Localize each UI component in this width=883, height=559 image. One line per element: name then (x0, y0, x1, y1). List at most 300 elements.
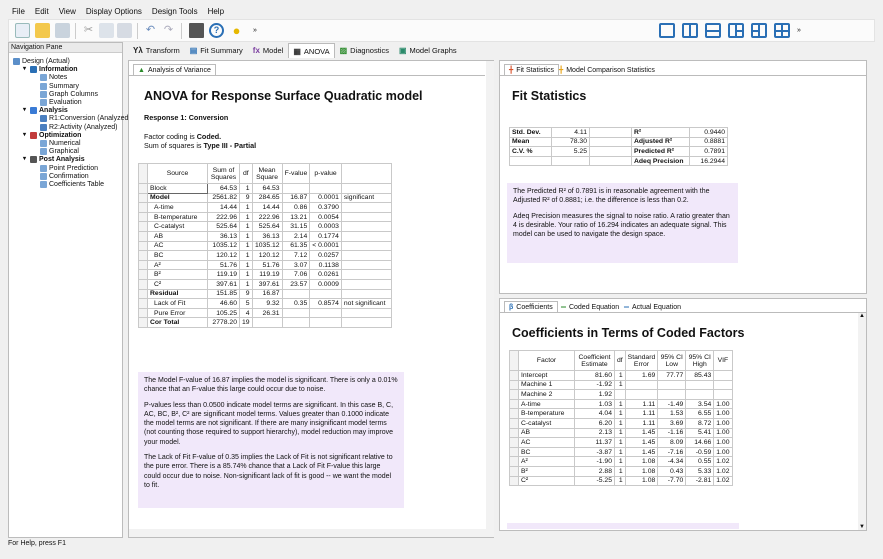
source-cell: B² (148, 270, 208, 280)
value-cell: 0.55 (686, 457, 714, 467)
confirmation-icon (40, 173, 47, 180)
column-header: p-value (310, 164, 342, 184)
column-header: df (615, 351, 626, 371)
value-cell: -2.81 (686, 476, 714, 486)
factor-cell: C² (519, 476, 575, 486)
table-row (510, 156, 728, 166)
nav-item-label: Evaluation (49, 99, 82, 106)
nav-item-label: Numerical (49, 140, 81, 147)
value-cell: 9 (240, 193, 253, 203)
table-row (510, 476, 733, 486)
table-row (510, 428, 733, 438)
value-cell: 1 (615, 409, 626, 419)
nav-item-label: Summary (49, 82, 79, 90)
value-cell: 5.41 (686, 428, 714, 438)
factor-cell: AC (519, 438, 575, 448)
interpretation-paragraph: The Predicted R² of 0.7891 is in reasonable agreement with the Adjusted R² of 0.8881; i.e. the difference is less than 0.2. (513, 188, 710, 205)
tab-label: Coded Equation (568, 303, 620, 311)
post-analysis-icon (30, 156, 37, 163)
value-cell: 1 (615, 428, 626, 438)
value-cell: 119.19 (208, 270, 240, 280)
row-gutter (510, 476, 519, 486)
value-cell: 1 (240, 203, 253, 213)
column-header: 95% CI Low (658, 351, 686, 371)
scroll-down-icon[interactable]: ▼ (859, 524, 865, 530)
source-cell: Residual (148, 289, 208, 299)
table-row (510, 409, 733, 419)
tab-label: Actual Equation (631, 303, 682, 311)
table-header-row (139, 164, 392, 184)
value-cell (310, 318, 342, 328)
table-row (139, 289, 392, 299)
value-cell (282, 308, 310, 318)
table-row (139, 231, 392, 241)
tree-connector-icon: ▾ (23, 107, 27, 114)
response-icon (40, 115, 47, 122)
layout-two-column-icon[interactable] (682, 23, 698, 38)
value-cell: 1035.12 (252, 241, 282, 251)
row-gutter (139, 193, 148, 203)
value-cell: 51.76 (208, 260, 240, 270)
factor-coding-text (144, 132, 221, 141)
layout-four-pane-icon[interactable] (774, 23, 790, 38)
value-cell (341, 241, 391, 251)
nav-item-label: Graphical (49, 148, 79, 156)
statistic-label: Std. Dev. (510, 128, 552, 138)
value-cell: 1.45 (625, 438, 658, 448)
value-cell: -0.59 (686, 447, 714, 457)
tab-actual-equation[interactable] (619, 301, 686, 312)
value-cell: 1 (615, 380, 626, 390)
value-cell: 0.8574 (310, 299, 342, 309)
value-cell: 2.88 (575, 466, 615, 476)
value-cell: 1.00 (714, 418, 732, 428)
column-header: Sum of Squares (208, 164, 240, 184)
interpretation-paragraph: Adeq Precision measures the signal to noise ratio. A ratio greater than 4 is desirable. Your ratio of 16.294 indicates an adequate signal. This model can be used to navigate the design space. (513, 212, 730, 239)
column-header: df (240, 164, 253, 184)
tree-connector-icon: ▾ (23, 156, 27, 163)
lightbulb-icon[interactable]: ● (232, 23, 241, 38)
column-header: 95% CI High (686, 351, 714, 371)
undo-icon[interactable]: ↶ (145, 24, 156, 36)
table-row (139, 299, 392, 309)
table-row (139, 279, 392, 289)
nav-item-label: Notes (49, 74, 68, 82)
summary-icon (40, 83, 47, 90)
value-cell: 1.11 (625, 399, 658, 409)
layout-three-pane-alt-icon[interactable] (751, 23, 767, 38)
value-cell: 4.04 (575, 409, 615, 419)
scroll-up-icon[interactable]: ▲ (859, 313, 865, 319)
value-cell: 1.00 (714, 428, 732, 438)
table-row (139, 270, 392, 280)
value-cell: 525.64 (208, 222, 240, 232)
value-cell: -5.25 (575, 476, 615, 486)
tab-fit-summary[interactable] (185, 43, 248, 58)
value-cell: 1 (615, 371, 626, 381)
tab-analysis-of-variance[interactable] (133, 64, 216, 75)
column-header: Coefficient Estimate (575, 351, 615, 371)
value-cell: 222.96 (208, 212, 240, 222)
value-cell: 397.61 (208, 279, 240, 289)
value-cell: 1 (615, 447, 626, 457)
value-cell: 1.00 (714, 409, 732, 419)
value-cell: 1.45 (625, 428, 658, 438)
value-cell: 120.12 (252, 251, 282, 261)
value-cell: 1.02 (714, 476, 732, 486)
value-cell: 1.11 (625, 409, 658, 419)
table-row (510, 418, 733, 428)
row-gutter (139, 308, 148, 318)
row-gutter (139, 231, 148, 241)
table-row (510, 466, 733, 476)
row-gutter (510, 466, 519, 476)
value-cell: 1 (240, 279, 253, 289)
table-row (510, 128, 728, 138)
value-cell (310, 308, 342, 318)
interpretation-paragraph: The Model F-value of 16.87 implies the model is significant. There is only a 0.01% chance that an F-value this large could occur due to noise. (144, 377, 398, 394)
nav-item-label: R1:Conversion (Analyzed (49, 115, 129, 123)
menu-view[interactable]: View (58, 7, 76, 16)
source-cell: Pure Error (148, 308, 208, 318)
menu-design-tools[interactable]: Design Tools (151, 7, 198, 16)
value-cell (658, 380, 686, 390)
table-row (510, 390, 733, 400)
column-header: Source (148, 164, 208, 184)
numerical-icon (40, 140, 47, 147)
coefficients-title: Coefficients in Terms of Coded Factors (512, 326, 745, 340)
value-cell: 2778.20 (208, 318, 240, 328)
value-cell: 8.72 (686, 418, 714, 428)
table-row (139, 203, 392, 213)
table-row (139, 318, 392, 328)
value-cell: 7.12 (282, 251, 310, 261)
table-row (139, 222, 392, 232)
value-cell: 1.45 (625, 447, 658, 457)
row-gutter (510, 409, 519, 419)
value-cell: -1.49 (658, 399, 686, 409)
fit-summary-icon: ▤ (189, 46, 198, 55)
horizontal-scrollbar[interactable] (129, 529, 486, 537)
tab-label: Analysis of Variance (147, 66, 211, 74)
factor-cell: A-time (519, 399, 575, 409)
row-gutter (139, 222, 148, 232)
model-graphs-icon: ▣ (398, 46, 407, 55)
tab-label: Model Graphs (409, 46, 457, 55)
value-cell: 1 (240, 212, 253, 222)
value-cell: 14.44 (252, 203, 282, 213)
nav-item-label: Confirmation (49, 172, 89, 180)
value-cell (341, 231, 391, 241)
menu-file[interactable]: File (12, 7, 25, 16)
statistic-value: 16.2944 (690, 156, 728, 166)
row-gutter (510, 399, 519, 409)
help-icon[interactable]: ? (209, 23, 224, 38)
value-cell: 0.35 (282, 299, 310, 309)
table-row (139, 184, 392, 194)
spacer-cell (590, 147, 632, 157)
value-cell: 64.53 (208, 184, 240, 194)
layout-single-icon[interactable] (659, 23, 675, 38)
value-cell (658, 390, 686, 400)
sos-prefix: Sum of squares is (144, 141, 204, 150)
source-cell: A-time (148, 203, 208, 213)
value-cell (341, 184, 391, 194)
nav-item-label: Post Analysis (39, 156, 85, 164)
interpretation-paragraph: The Lack of Fit F-value of 0.35 implies the Lack of Fit is not significant relative to the pure error. There is a 85.74% chance that a Lack of Fit F-value this large could occur due to noise. Non-significant lack of fit is good -- we want the model to fit. (144, 454, 393, 489)
value-cell: 1 (615, 457, 626, 467)
statistic-label: R² (632, 128, 690, 138)
value-cell: 1 (240, 241, 253, 251)
equation-icon: ═ (624, 303, 629, 311)
copy-icon[interactable] (99, 23, 114, 38)
column-header: VIF (714, 351, 732, 371)
nav-item-coefficients-table[interactable] (33, 180, 104, 189)
value-cell (341, 318, 391, 328)
value-cell (341, 260, 391, 270)
table-row (510, 447, 733, 457)
value-cell (686, 380, 714, 390)
row-gutter (510, 447, 519, 457)
value-cell: 14.44 (208, 203, 240, 213)
value-cell: 36.13 (208, 231, 240, 241)
value-cell: -1.92 (575, 380, 615, 390)
value-cell: 0.86 (282, 203, 310, 213)
row-gutter (139, 260, 148, 270)
table-row (139, 241, 392, 251)
source-cell: B-temperature (148, 212, 208, 222)
statistic-label: C.V. % (510, 147, 552, 157)
value-cell (714, 390, 732, 400)
value-cell: 1 (240, 184, 253, 194)
table-row (510, 147, 728, 157)
response-label: Response 1: Conversion (144, 113, 229, 122)
value-cell: -7.16 (658, 447, 686, 457)
value-cell: 4 (240, 308, 253, 318)
value-cell: 0.43 (658, 466, 686, 476)
equation-icon: ═ (561, 303, 566, 311)
spacer-cell (590, 128, 632, 138)
row-gutter (139, 279, 148, 289)
value-cell (714, 371, 732, 381)
value-cell: 1 (240, 270, 253, 280)
nav-item-label: Analysis (39, 107, 68, 115)
value-cell: 0.0261 (310, 270, 342, 280)
value-cell: 1 (240, 222, 253, 232)
table-row (139, 308, 392, 318)
value-cell: 119.19 (252, 270, 282, 280)
tab-diagnostics[interactable] (335, 43, 394, 58)
row-gutter (139, 270, 148, 280)
value-cell: 397.61 (252, 279, 282, 289)
menu-display-options[interactable]: Display Options (85, 7, 142, 16)
statistic-label (510, 156, 552, 166)
value-cell: 0.3790 (310, 203, 342, 213)
value-cell (341, 251, 391, 261)
value-cell (615, 390, 626, 400)
coding-value: Coded. (196, 132, 222, 141)
value-cell: 1.00 (714, 399, 732, 409)
row-gutter (139, 299, 148, 309)
tab-coded-equation[interactable] (556, 301, 624, 312)
factor-cell: B-temperature (519, 409, 575, 419)
vertical-scrollbar[interactable] (486, 61, 494, 537)
spacer-cell (590, 156, 632, 166)
menu-bar (0, 6, 883, 18)
row-gutter (510, 438, 519, 448)
evaluation-icon (40, 99, 47, 106)
value-cell (282, 289, 310, 299)
layout-two-row-icon[interactable] (705, 23, 721, 38)
coefficients-table-icon (40, 181, 47, 188)
value-cell (625, 380, 658, 390)
value-cell: 0.0054 (310, 212, 342, 222)
open-folder-icon[interactable] (35, 23, 50, 38)
row-gutter (510, 428, 519, 438)
factor-cell: B² (519, 466, 575, 476)
source-cell: AB (148, 231, 208, 241)
interpretation-paragraph: P-values less than 0.0500 indicate model terms are significant. In this case B, C, AC, BC, B², C² are significant model terms. Values greater than 0.1000 indicate the model terms are not significant. If there are many insignificant model terms (not counting those required to support hierarchy), model reduction may improve your model. (144, 401, 394, 446)
tab-model-graphs[interactable] (394, 43, 462, 58)
value-cell: 11.37 (575, 438, 615, 448)
value-cell (282, 184, 310, 194)
anova-interpretation (138, 372, 404, 508)
value-cell: 26.31 (252, 308, 282, 318)
point-prediction-icon (40, 165, 47, 172)
anova-title: ANOVA for Response Surface Quadratic model (144, 89, 423, 103)
tab-label: Diagnostics (350, 46, 389, 55)
row-gutter (139, 318, 148, 328)
table-header-row (510, 351, 733, 371)
row-gutter (139, 212, 148, 222)
value-cell: 1 (240, 251, 253, 261)
tab-label: ANOVA (303, 46, 330, 56)
value-cell (341, 279, 391, 289)
toolbar-overflow-icon[interactable]: » (253, 27, 257, 34)
tab-anova[interactable] (288, 43, 334, 58)
value-cell (341, 203, 391, 213)
row-gutter (510, 457, 519, 467)
value-cell: 5 (240, 299, 253, 309)
table-row (139, 251, 392, 261)
value-cell: 0.1774 (310, 231, 342, 241)
tab-model[interactable] (248, 43, 289, 58)
cut-icon[interactable]: ✂ (83, 24, 94, 36)
triangle-icon: ▲ (138, 66, 145, 74)
response-icon (40, 124, 47, 131)
value-cell: 9 (240, 289, 253, 299)
value-cell: 0.0257 (310, 251, 342, 261)
nav-item-label: Information (39, 66, 78, 74)
source-cell: C² (148, 279, 208, 289)
navigation-pane-title: Navigation Pane (9, 43, 122, 53)
anova-icon: ▦ (293, 46, 301, 56)
tree-connector-icon: ▾ (23, 131, 27, 138)
tab-label: Fit Statistics (516, 66, 554, 74)
row-gutter (510, 380, 519, 390)
row-gutter (139, 184, 148, 194)
statistic-value: 0.9440 (690, 128, 728, 138)
tab-model-comparison[interactable] (554, 64, 660, 75)
vertical-scrollbar[interactable] (858, 313, 866, 530)
menu-edit[interactable]: Edit (34, 7, 49, 16)
row-gutter (510, 351, 519, 371)
column-header: Mean Square (252, 164, 282, 184)
save-icon[interactable] (55, 23, 70, 38)
fit-statistics-table (509, 127, 728, 166)
tab-coefficients[interactable] (504, 301, 558, 312)
value-cell: -1.90 (575, 457, 615, 467)
value-cell (686, 390, 714, 400)
beta-icon: β (509, 303, 514, 311)
anova-pane (128, 60, 494, 538)
value-cell: 1 (615, 438, 626, 448)
value-cell: 7.06 (282, 270, 310, 280)
value-cell: 151.85 (208, 289, 240, 299)
tab-label: Coefficients (516, 303, 553, 311)
statistic-label: Adjusted R² (632, 137, 690, 147)
column-header (341, 164, 391, 184)
value-cell: 1 (240, 231, 253, 241)
statistic-value: 5.25 (552, 147, 590, 157)
tree-connector-icon: ▾ (23, 66, 27, 73)
tab-label: Model Comparison Statistics (566, 66, 655, 74)
statistic-value: 0.7891 (690, 147, 728, 157)
value-cell: 105.25 (208, 308, 240, 318)
model-icon: fx (252, 46, 260, 55)
redo-icon[interactable]: ↷ (163, 24, 174, 36)
value-cell: 19 (240, 318, 253, 328)
row-gutter (510, 390, 519, 400)
menu-help[interactable]: Help (207, 7, 225, 16)
value-cell: 2.13 (575, 428, 615, 438)
tab-fit-statistics[interactable] (504, 64, 559, 75)
source-cell: A² (148, 260, 208, 270)
value-cell: 23.57 (282, 279, 310, 289)
optimization-icon (30, 132, 37, 139)
layout-three-pane-icon[interactable] (728, 23, 744, 38)
value-cell: -7.70 (658, 476, 686, 486)
nav-item-label: Graph Columns (49, 90, 99, 98)
new-file-icon[interactable] (15, 23, 30, 38)
print-icon[interactable] (189, 23, 204, 38)
statistic-value (552, 156, 590, 166)
table-row (510, 137, 728, 147)
value-cell: 31.15 (282, 222, 310, 232)
graphical-icon (40, 148, 47, 155)
value-cell: 525.64 (252, 222, 282, 232)
value-cell: not significant (341, 299, 391, 309)
value-cell: 1 (615, 476, 626, 486)
value-cell (341, 270, 391, 280)
value-cell: 81.60 (575, 371, 615, 381)
paste-icon[interactable] (117, 23, 132, 38)
layout-overflow-icon[interactable]: » (797, 27, 801, 34)
value-cell: 1.08 (625, 476, 658, 486)
row-gutter (139, 203, 148, 213)
column-header: F-value (282, 164, 310, 184)
tab-transform[interactable] (128, 43, 185, 58)
value-cell: 16.87 (282, 193, 310, 203)
value-cell: 5.33 (686, 466, 714, 476)
spacer-cell (590, 137, 632, 147)
value-cell: -4.34 (658, 457, 686, 467)
tab-label: Fit Summary (200, 46, 243, 55)
value-cell (252, 318, 282, 328)
source-cell: BC (148, 251, 208, 261)
nav-item-label: R2:Activity (Analyzed) (49, 123, 118, 131)
nav-item-label: Coefficients Table (49, 181, 104, 188)
